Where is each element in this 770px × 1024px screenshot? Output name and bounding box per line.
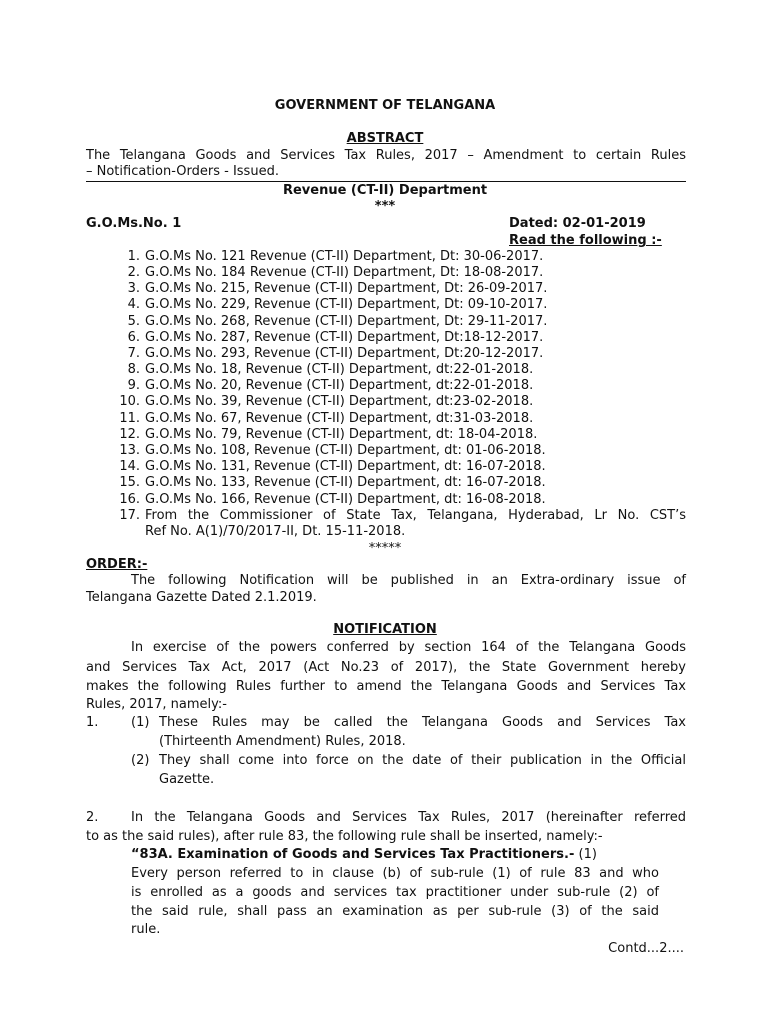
go-number: G.O.Ms.No. 1	[86, 216, 182, 231]
ref-item-continuation: Ref No. A(1)/70/2017-II, Dt. 15-11-2018.	[145, 524, 406, 539]
ref-item: G.O.Ms No. 121 Revenue (CT-II) Department, Dt: 30-06-2017.	[145, 249, 544, 264]
ref-item: G.O.Ms No. 131, Revenue (CT-II) Department, dt: 16-07-2018.	[145, 459, 546, 474]
abstract-label: ABSTRACT	[346, 131, 424, 146]
read-following-label: Read the following :-	[509, 233, 662, 248]
ref-number: 17.	[119, 508, 140, 523]
rule-83a-heading-line	[131, 847, 597, 862]
ref-item: G.O.Ms No. 18, Revenue (CT-II) Department, dt:22-01-2018.	[145, 362, 534, 377]
ref-number: 9.	[127, 378, 140, 393]
abstract-line-2: – Notification-Orders - Issued.	[86, 164, 279, 179]
notification-p1-line-3: makes the following Rules further to amend the Telangana Goods and Services Tax	[86, 679, 686, 694]
government-title: GOVERNMENT OF TELANGANA	[274, 98, 496, 113]
notification-p1-line-4: Rules, 2017, namely:-	[86, 697, 227, 712]
order-label: ORDER:-	[86, 557, 148, 572]
sub-item-1-line-2: (Thirteenth Amendment) Rules, 2018.	[159, 734, 406, 749]
ref-item: G.O.Ms No. 287, Revenue (CT-II) Department, Dt:18-12-2017.	[145, 330, 544, 345]
go-date: Dated: 02-01-2019	[509, 216, 646, 231]
ref-item: G.O.Ms No. 229, Revenue (CT-II) Department, Dt: 09-10-2017.	[145, 297, 548, 312]
ref-item: G.O.Ms No. 184 Revenue (CT-II) Department, Dt: 18-08-2017.	[145, 265, 544, 280]
separator-stars: *****	[368, 541, 402, 556]
ref-number: 8.	[127, 362, 140, 377]
ref-number: 14.	[119, 459, 140, 474]
sub-item-2-line-1: They shall come into force on the date of their publication in the Official	[159, 753, 686, 768]
ref-item: G.O.Ms No. 39, Revenue (CT-II) Department, dt:23-02-2018.	[145, 394, 534, 409]
rule-83a-sub-number: (1)	[578, 847, 597, 862]
notification-p1-line-2: and Services Tax Act, 2017 (Act No.23 of 2017), the State Government hereby	[86, 660, 686, 675]
ref-number: 4.	[127, 297, 140, 312]
order-line-1: The following Notification will be published in an Extra-ordinary issue of	[131, 573, 686, 588]
abstract-line-1: The Telangana Goods and Services Tax Rules, 2017 – Amendment to certain Rules	[86, 148, 686, 163]
ref-number: 10.	[119, 394, 140, 409]
ref-item: G.O.Ms No. 268, Revenue (CT-II) Department, Dt: 29-11-2017.	[145, 314, 548, 329]
abstract-divider	[86, 181, 686, 182]
continued-marker: Contd...2....	[608, 941, 684, 956]
sub-item-1-number: (1)	[131, 715, 150, 730]
ref-number: 11.	[119, 411, 140, 426]
ref-number: 3.	[127, 281, 140, 296]
ref-item: G.O.Ms No. 108, Revenue (CT-II) Department, dt: 01-06-2018.	[145, 443, 546, 458]
ref-item: G.O.Ms No. 293, Revenue (CT-II) Department, Dt:20-12-2017.	[145, 346, 544, 361]
notification-title: NOTIFICATION	[333, 622, 437, 637]
sub-item-2-number: (2)	[131, 753, 150, 768]
ref-number: 1.	[127, 249, 140, 264]
ref-item: G.O.Ms No. 20, Revenue (CT-II) Department, dt:22-01-2018.	[145, 378, 534, 393]
ref-number: 7.	[127, 346, 140, 361]
ref-item: G.O.Ms No. 79, Revenue (CT-II) Department, dt: 18-04-2018.	[145, 427, 538, 442]
ref-number: 5.	[127, 314, 140, 329]
ref-item: From the Commissioner of State Tax, Telangana, Hyderabad, Lr No. CST’s	[145, 508, 686, 523]
item-1-number: 1.	[86, 715, 99, 730]
notification-p1-line-1: In exercise of the powers conferred by section 164 of the Telangana Goods	[131, 640, 686, 655]
sub-item-1-line-1: These Rules may be called the Telangana Goods and Services Tax	[159, 715, 686, 730]
ref-number: 16.	[119, 492, 140, 507]
item-2-number: 2.	[86, 810, 99, 825]
ref-item: G.O.Ms No. 215, Revenue (CT-II) Department, Dt: 26-09-2017.	[145, 281, 548, 296]
rule-83a-line-4: the said rule, shall pass an examination as per sub-rule (3) of the said	[131, 904, 659, 919]
item-2-line-2: to as the said rules), after rule 83, the following rule shall be inserted, namely:-	[86, 829, 603, 844]
ref-number: 12.	[119, 427, 140, 442]
department-name: Revenue (CT-II) Department	[282, 183, 488, 198]
ref-number: 6.	[127, 330, 140, 345]
ref-item: G.O.Ms No. 133, Revenue (CT-II) Department, dt: 16-07-2018.	[145, 475, 546, 490]
rule-83a-line-3: is enrolled as a goods and services tax practitioner under sub-rule (2) of	[131, 885, 659, 900]
rule-83a-line-5: rule.	[131, 922, 161, 937]
ref-number: 13.	[119, 443, 140, 458]
rule-83a-line-2: Every person referred to in clause (b) of sub-rule (1) of rule 83 and who	[131, 866, 659, 881]
item-2-line-1: In the Telangana Goods and Services Tax Rules, 2017 (hereinafter referred	[131, 810, 686, 825]
ref-number: 15.	[119, 475, 140, 490]
ref-item: G.O.Ms No. 166, Revenue (CT-II) Department, dt: 16-08-2018.	[145, 492, 546, 507]
ref-item: G.O.Ms No. 67, Revenue (CT-II) Department, dt:31-03-2018.	[145, 411, 534, 426]
rule-83a-heading: “83A. Examination of Goods and Services Tax Practitioners.-	[131, 847, 575, 862]
order-line-2: Telangana Gazette Dated 2.1.2019.	[86, 590, 317, 605]
ref-number: 2.	[127, 265, 140, 280]
sub-item-2-line-2: Gazette.	[159, 772, 215, 787]
department-stars: ***	[374, 199, 396, 214]
